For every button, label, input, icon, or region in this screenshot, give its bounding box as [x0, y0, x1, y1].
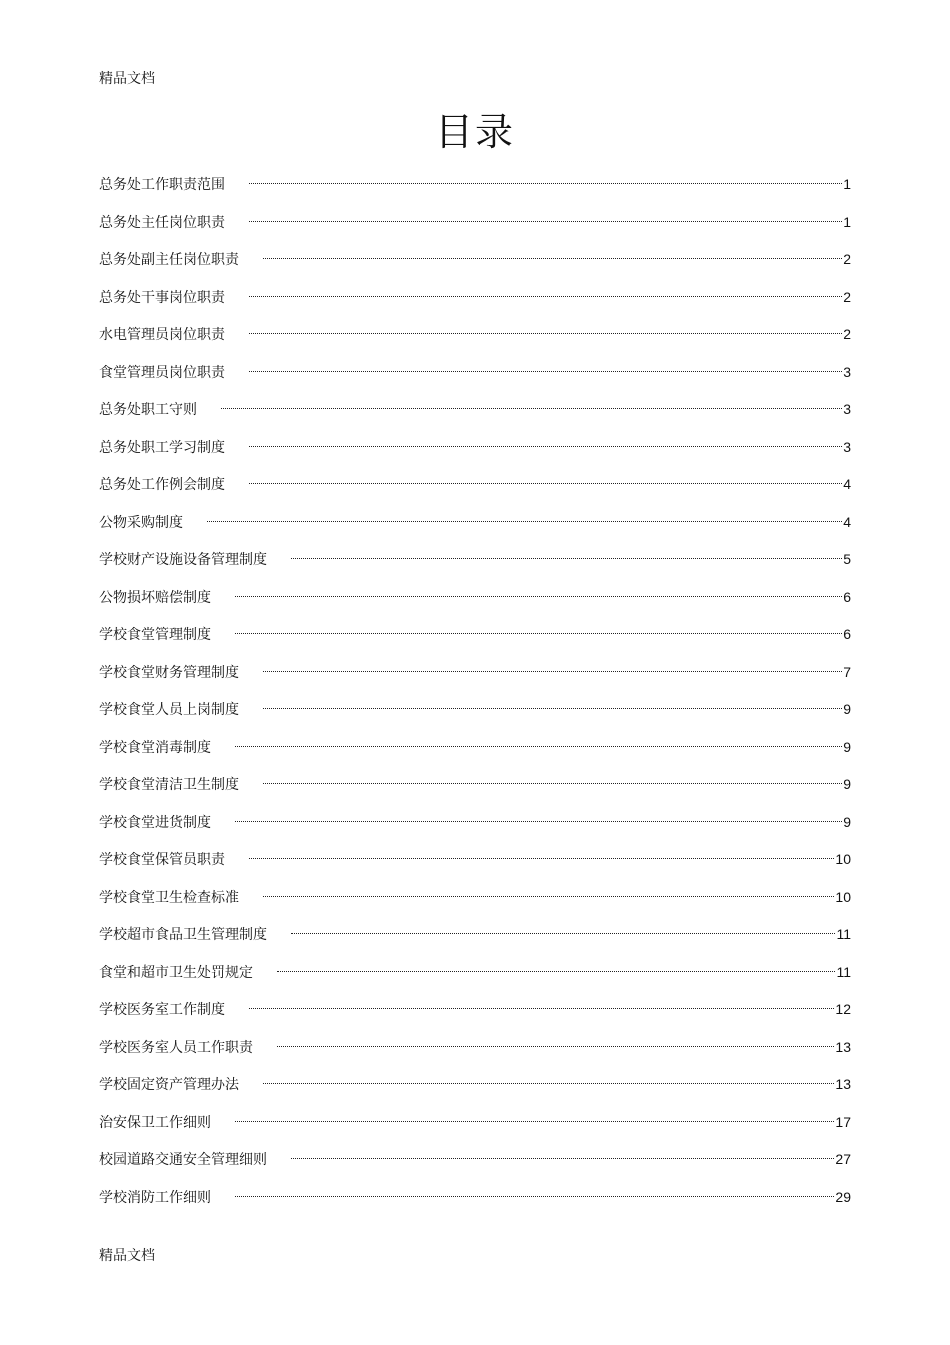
toc-page-number: 2: [843, 288, 851, 305]
toc-dot-leader: [235, 821, 842, 822]
toc-entry-title: 学校固定资产管理办法: [99, 1077, 239, 1093]
table-of-contents: [99, 174, 851, 1224]
toc-entry[interactable]: [99, 474, 851, 512]
toc-page-number: 13: [835, 1076, 851, 1092]
toc-entry[interactable]: [99, 587, 851, 625]
toc-dot-leader: [263, 1083, 834, 1084]
toc-entry-title: 学校食堂进货制度: [99, 814, 211, 831]
toc-dot-leader: [263, 708, 842, 709]
toc-entry[interactable]: [99, 924, 851, 962]
toc-dot-leader: [263, 671, 842, 672]
toc-page-number: 3: [843, 401, 851, 417]
toc-page-number: 6: [843, 626, 851, 642]
toc-page-number: 10: [835, 851, 851, 867]
toc-entry[interactable]: [99, 662, 851, 700]
toc-entry-title: 学校医务室人员工作职责: [99, 1039, 253, 1056]
toc-dot-leader: [235, 633, 842, 634]
toc-entry-title: 总务处职工守则: [99, 402, 197, 418]
toc-entry[interactable]: [99, 512, 851, 550]
toc-page-number: 2: [843, 251, 851, 267]
toc-entry[interactable]: [99, 249, 851, 287]
toc-entry[interactable]: [99, 999, 851, 1037]
toc-entry-title: 水电管理员岗位职责: [99, 327, 225, 343]
toc-entry-title: 学校食堂财务管理制度: [99, 664, 239, 681]
toc-entry-title: 总务处职工学习制度: [99, 439, 225, 456]
toc-entry[interactable]: [99, 212, 851, 250]
toc-page-number: 12: [835, 1001, 851, 1017]
toc-dot-leader: [249, 858, 834, 859]
toc-entry-title: 治安保卫工作细则: [99, 1114, 211, 1131]
toc-entry-title: 学校食堂清洁卫生制度: [99, 777, 239, 793]
toc-dot-leader: [235, 1196, 834, 1197]
toc-dot-leader: [263, 783, 842, 784]
toc-dot-leader: [277, 971, 835, 972]
toc-dot-leader: [291, 933, 835, 934]
toc-entry[interactable]: [99, 549, 851, 587]
toc-entry-title: 学校食堂消毒制度: [99, 739, 211, 756]
toc-dot-leader: [249, 296, 842, 297]
toc-entry-title: 总务处干事岗位职责: [99, 289, 225, 306]
toc-entry-title: 食堂和超市卫生处罚规定: [99, 964, 253, 981]
toc-page-number: 5: [843, 551, 851, 567]
toc-page-number: 13: [835, 1038, 851, 1055]
toc-page-number: 27: [835, 1151, 851, 1167]
page-footer: 精品文档: [99, 1248, 155, 1264]
toc-dot-leader: [235, 1121, 834, 1122]
toc-entry-title: 总务处工作例会制度: [99, 477, 225, 493]
toc-entry-title: 食堂管理员岗位职责: [99, 364, 225, 381]
toc-dot-leader: [291, 558, 842, 559]
toc-dot-leader: [235, 596, 842, 597]
toc-dot-leader: [235, 746, 842, 747]
toc-dot-leader: [249, 221, 842, 222]
toc-page-number: 29: [835, 1188, 851, 1205]
toc-entry-title: 学校食堂人员上岗制度: [99, 702, 239, 718]
toc-page-number: 1: [843, 176, 851, 192]
toc-dot-leader: [207, 521, 842, 522]
toc-entry[interactable]: [99, 812, 851, 850]
toc-entry-title: 总务处副主任岗位职责: [99, 252, 239, 268]
toc-dot-leader: [249, 333, 842, 334]
toc-entry[interactable]: [99, 1149, 851, 1187]
toc-entry[interactable]: [99, 324, 851, 362]
toc-page-number: 11: [836, 963, 851, 980]
toc-dot-leader: [263, 258, 842, 259]
toc-page-number: 1: [843, 213, 851, 230]
toc-page-number: 9: [843, 776, 851, 792]
toc-entry[interactable]: [99, 849, 851, 887]
toc-entry[interactable]: [99, 174, 851, 212]
toc-entry[interactable]: [99, 962, 851, 1000]
toc-page-number: 9: [843, 701, 851, 717]
toc-entry[interactable]: [99, 1074, 851, 1112]
toc-dot-leader: [249, 483, 842, 484]
toc-entry-title: 校园道路交通安全管理细则: [99, 1152, 267, 1168]
toc-entry-title: 总务处工作职责范围: [99, 177, 225, 193]
toc-entry[interactable]: [99, 1187, 851, 1225]
toc-entry-title: 总务处主任岗位职责: [99, 214, 225, 231]
toc-entry[interactable]: [99, 774, 851, 812]
page-header: 精品文档: [99, 71, 155, 87]
toc-page-number: 10: [835, 888, 851, 905]
toc-dot-leader: [291, 1158, 834, 1159]
toc-page-number: 4: [843, 513, 851, 530]
toc-page-number: 9: [843, 813, 851, 830]
toc-entry-title: 学校财产设施设备管理制度: [99, 552, 267, 568]
toc-entry[interactable]: [99, 887, 851, 925]
toc-page-number: 3: [843, 438, 851, 455]
toc-page-number: 7: [843, 663, 851, 680]
toc-page-number: 2: [843, 326, 851, 342]
page-title: 目录: [434, 110, 515, 154]
toc-page-number: 11: [836, 926, 851, 942]
toc-entry-title: 学校消防工作细则: [99, 1189, 211, 1206]
toc-entry[interactable]: [99, 437, 851, 475]
toc-entry[interactable]: [99, 287, 851, 325]
toc-entry-title: 公物损坏赔偿制度: [99, 589, 211, 606]
toc-dot-leader: [249, 446, 842, 447]
toc-dot-leader: [221, 408, 842, 409]
toc-page-number: 6: [843, 588, 851, 605]
toc-entry[interactable]: [99, 699, 851, 737]
toc-entry[interactable]: [99, 399, 851, 437]
toc-entry[interactable]: [99, 737, 851, 775]
toc-page-number: 4: [843, 476, 851, 492]
toc-entry-title: 学校食堂管理制度: [99, 627, 211, 643]
toc-entry-title: 学校食堂保管员职责: [99, 852, 225, 868]
toc-dot-leader: [249, 183, 842, 184]
toc-entry-title: 学校食堂卫生检查标准: [99, 889, 239, 906]
toc-entry[interactable]: [99, 362, 851, 400]
toc-page-number: 17: [835, 1113, 851, 1130]
toc-page-number: 9: [843, 738, 851, 755]
toc-entry[interactable]: [99, 1112, 851, 1150]
toc-entry-title: 学校医务室工作制度: [99, 1002, 225, 1018]
toc-dot-leader: [263, 896, 834, 897]
toc-dot-leader: [277, 1046, 834, 1047]
toc-entry[interactable]: [99, 624, 851, 662]
toc-entry[interactable]: [99, 1037, 851, 1075]
toc-dot-leader: [249, 1008, 834, 1009]
toc-entry-title: 学校超市食品卫生管理制度: [99, 927, 267, 943]
toc-dot-leader: [249, 371, 842, 372]
toc-entry-title: 公物采购制度: [99, 514, 183, 531]
toc-page-number: 3: [843, 363, 851, 380]
